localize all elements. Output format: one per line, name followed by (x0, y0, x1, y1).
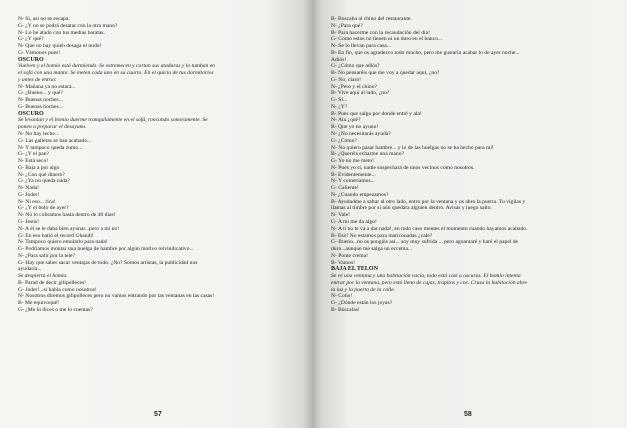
stage-direction-line: ponen a preparar el desayuno. (18, 124, 87, 131)
dialogue-line: N- Ni eso... rica! (18, 198, 56, 205)
dialogue-line: N- A ti no te va a dar nada!, en todo caso mentes el momento cuando hayamos acabado. (331, 225, 528, 232)
dialogue-line: B- Ayudadme a saltar al otro lado, entro por la ventana y os abro la puerta. Tu vigilas y (331, 198, 526, 205)
stage-direction-line: y antes de entrar. (18, 76, 57, 83)
right-page (312, 0, 627, 428)
dialogue-line: llamas al timbre por si aún quedara alguien dentro. Avisas y luego salto. (331, 205, 492, 212)
dialogue-line: G- Caliente! (331, 185, 359, 192)
dialogue-line: G- Como estos no tienen ni un duro en el banco... (331, 36, 443, 43)
dialogue-line: G- Joder!...si habla como nosotros! (18, 286, 97, 293)
dialogue-line: Adiós! (331, 56, 347, 63)
stage-direction-line: entrar por la ventana, pero está lleno de cajas, trapitos y coe. Cruza la habitación abre (331, 279, 527, 286)
dialogue-line: N- Y comeríamos... (331, 178, 375, 185)
dialogue-line: N- ¿Con qué dinero? (18, 171, 65, 178)
dialogue-line: N- Si, asi no se escapa. (18, 16, 70, 22)
dialogue-line: B- Para hacerme con la recaudación del día! (331, 29, 430, 36)
dialogue-line: G- Podríamos montar una huelga de hambre por algún motivo reivindicativo... (18, 246, 194, 253)
dialogue-line: G- ¿Y el pan? (18, 151, 50, 158)
right-page-number: 58 (464, 411, 472, 418)
dialogue-line: N- Ponte crema! (331, 252, 368, 259)
dialogue-line: G- A mí me da algo! (331, 218, 377, 225)
dialogue-line: G- Bueno...no os pongáis así... soy muy sufrida ... pero aguantaré y haré el papel de (331, 239, 519, 246)
dialogue-line: G- ¿Y no se podrá desatar con la otra mano? (18, 22, 118, 29)
dialogue-line: B- No pensaréis que me voy a quedar aquí, ¿no? (331, 70, 440, 77)
dialogue-line: N- A él se le daba bien ayunar...pero a mí no! (18, 225, 120, 232)
scene-heading: OSCURO (18, 110, 44, 117)
dialogue-line: G- ¿Dónde están los joyas? (331, 300, 393, 307)
dialogue-line: N- No lo cobramos hasta dentro de 40 días! (18, 212, 116, 219)
dialogue-line: B- En fin, que os agradezco todo mucho, pero me gustaría acabar lo de ayer noche... (331, 49, 520, 56)
dialogue-line: N- Nosotros diremos gilipolleces pero no vamos entrando por las ventanas en las casas! (18, 293, 215, 300)
dialogue-line: G- ¿Y el bolo de ayer? (18, 205, 69, 212)
dialogue-line: N- Que no hay quién desaga el nudo! (18, 43, 102, 50)
dialogue-line: B- Evidentemente... (331, 171, 376, 178)
dialogue-line: B- Vive aquí al lado, ¿no? (331, 90, 390, 97)
scene-heading: BAJA EL TELÓN (331, 266, 378, 273)
dialogue-line: B- Me equivoqué! (18, 300, 60, 307)
stage-direction-line: Se despierta el bomio. (18, 273, 68, 280)
dialogue-line: G- No, claro! (331, 76, 361, 83)
dialogue-line: G- Hay que saber sacar ventajas de todo. ¿No? Somos artistas, la publicidad nos (18, 259, 198, 266)
dialogue-line: G- ¿Y qué? (18, 36, 44, 43)
stage-direction-line: el sofá con una manta. Se meten cada uno en su cuarto. En el quicio de tus dormitorios (18, 70, 214, 77)
dialogue-line: N- No quiero pasar hambre... y lo de las huelgas no se ha hecho para mí! (331, 144, 494, 151)
dialogue-line: N- ¿Cuando empezamos? (331, 191, 389, 198)
dialogue-line: N- Pues yo sí, nadie sospechará de unos vecinos como nosotros. (331, 164, 475, 171)
dialogue-line: N- Está seco! (18, 158, 49, 165)
dialogue-line: G- Las galletas se han acabado... (18, 137, 92, 144)
dialogue-line: N- Se lo llevan para casa... (331, 43, 391, 50)
dialogue-line: N- ¿Para qué? (331, 22, 363, 29)
dialogue-line: N- ¿Y? (331, 103, 348, 110)
dialogue-line: G- ¿Cómo? (331, 137, 357, 144)
scene-heading: OSCURO (18, 56, 44, 63)
dialogue-line: N- Lo he atado con tus medias baratas. (18, 29, 105, 36)
dialogue-line: B- Buscaba al chino del restaurante. (331, 16, 412, 22)
dialogue-line: N- Ala ¿qué? (331, 117, 361, 124)
dialogue-line: G- ¿Cómo que adiós? (331, 63, 380, 70)
dialogue-line: G- Joder! (18, 191, 40, 198)
left-page-text (18, 16, 302, 314)
dialogue-line: N- No hay leche... (18, 131, 60, 138)
stage-direction-line: Se levantan y el bomio duerme tranquilamente en el sofá, roncando sonoramente. Se (18, 117, 208, 124)
dialogue-line: N- Buenas noches... (18, 97, 63, 104)
dialogue-line: G- Yo no me meto! (331, 158, 375, 165)
dialogue-line: G- ¿Ya no queda nada? (18, 178, 70, 185)
dialogue-line: G- Jesús! (18, 218, 39, 225)
left-page (0, 0, 312, 428)
dialogue-line: G- Vámonos pues! (18, 49, 61, 56)
dialogue-line: N- Y tampoco queda zumo... (18, 144, 83, 151)
dialogue-line: N- ¿Para salir por la tele? (18, 252, 75, 259)
dialogue-line: B- Vamos! (331, 259, 355, 266)
dialogue-line: G- Buenas noches... (18, 103, 63, 110)
dialogue-line: N- ¿No necesitarás ayuda? (331, 131, 391, 138)
stage-direction-line: la luz y la puerta de la calle. (331, 286, 396, 293)
dialogue-line: N- Mañana ya no estará... (18, 83, 76, 90)
dialogue-line: N- Tampoco quiero emularlo para nada! (18, 239, 108, 246)
dialogue-line: N- Nada! (18, 185, 39, 192)
dialogue-line: duro...aunque me salga un eccema... (331, 246, 413, 253)
dialogue-line: N- Coño! (331, 293, 353, 300)
dialogue-line: B- Parad de decir gilipolleces! (18, 279, 87, 286)
dialogue-line: G- Baja a por algo (18, 164, 60, 171)
dialogue-line: B- Pues que salgo por donde entré y ala! (331, 110, 422, 117)
stage-direction-line: Se vé una ventana y una habitación vacía, todo está casi a oscuras. El bomio intenta (331, 273, 521, 280)
dialogue-line: G- En eso batió el record Ghandi! (18, 232, 94, 239)
dialogue-line: N- ¿Pero y el chino? (331, 83, 377, 90)
dialogue-line: G- ¿Bueno... y qué? (18, 90, 63, 97)
dialogue-line: B- ¿Queréis echarme una mano? (331, 151, 404, 158)
stage-direction-line: Vuelven y el bomio está durmiendo. Se estremecen y cortan sus ataduras y lo tumban en (18, 63, 215, 70)
dialogue-line: G- ¿Me lo dices o me lo cuentas? (18, 306, 93, 313)
dialogue-line: B- Que yo no ayuno! (331, 124, 379, 131)
left-page-number: 57 (154, 411, 162, 418)
dialogue-line: N- Vale! (331, 212, 351, 219)
dialogue-line: B- Búscalas! (331, 306, 360, 313)
dialogue-line: ayudaría... (18, 266, 42, 273)
dialogue-line: G- Sí... (331, 97, 348, 104)
dialogue-line: B- Eso! No estamos para mariconadas ¿vale? (331, 232, 433, 239)
right-page-text (331, 16, 617, 314)
